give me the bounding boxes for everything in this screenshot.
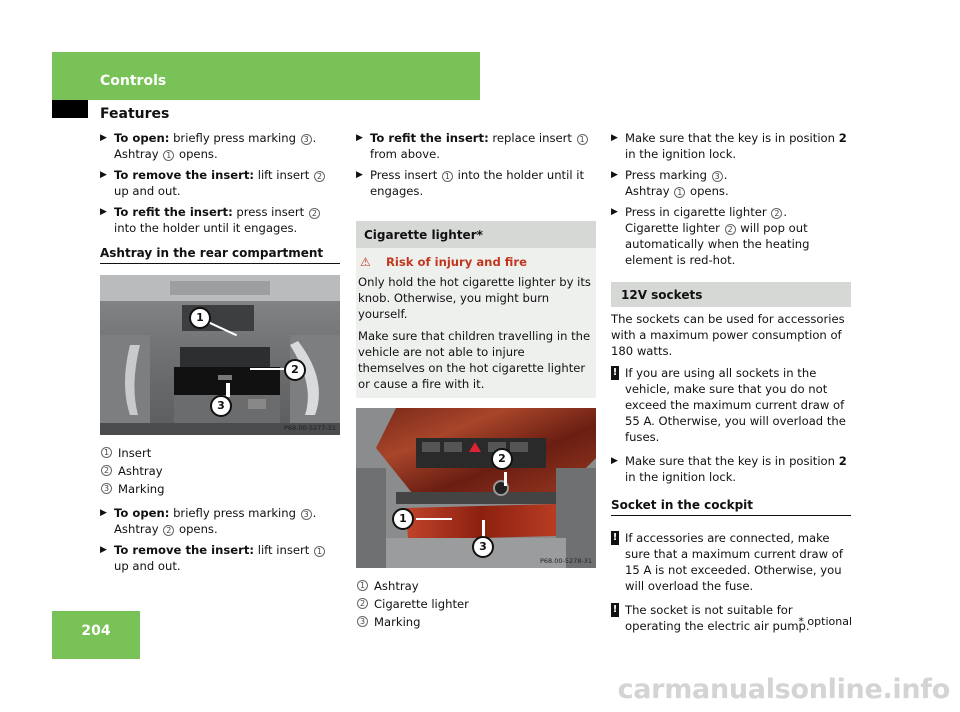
bullet-arrow-icon: ▶	[611, 133, 618, 143]
instruction-refit-rear-insert: ▶ To refit the insert: replace insert 1 from above.	[356, 130, 596, 162]
warning-box	[356, 248, 596, 398]
section-bar-12v-sockets: 12V sockets	[611, 282, 851, 307]
callout-3: 3	[210, 395, 232, 417]
marker-number: 1	[674, 187, 685, 198]
bullet-arrow-icon: ▶	[356, 170, 363, 180]
page-number: 204	[81, 623, 111, 639]
instruction-press-lighter: ▶ Press in cigarette lighter 2 . Cigarette lighter 2 will pop out automatically when the heating element is red-hot.	[611, 205, 810, 267]
instruction-press-insert: ▶ Press insert 1 into the holder until it engages.	[356, 168, 584, 198]
legend-item: 1 Insert	[100, 445, 340, 461]
heading-socket-cockpit: Socket in the cockpit	[611, 497, 851, 516]
marker-number: 1	[163, 150, 174, 161]
photo-code: P68.00-5277-31	[283, 424, 336, 432]
callout-1: 1	[189, 307, 211, 329]
bullet-arrow-icon: ▶	[100, 545, 107, 555]
callout-leader	[416, 518, 452, 520]
bullet-arrow-icon: ▶	[611, 207, 618, 217]
bullet-arrow-icon: ▶	[356, 133, 363, 143]
sockets-description: The sockets can be used for accessories with a maximum power consumption of 180 watts.	[611, 312, 845, 358]
callout-1: 1	[392, 508, 414, 530]
instruction-open-ashtray: ▶ To open: briefly press marking 3 . Ashtray 1 opens.	[100, 131, 317, 161]
bullet-arrow-icon: ▶	[611, 456, 618, 466]
heading-rear-ashtray: Ashtray in the rear compartment	[100, 245, 340, 264]
instruction-refit-insert: ▶ To refit the insert: press insert 2 into the holder until it engages.	[100, 204, 340, 236]
photo-rear-ashtray	[100, 275, 340, 435]
warning-heading: ⚠ Risk of injury and fire	[360, 255, 527, 269]
instruction-key-position-2: ▶ Make sure that the key is in position 2 in the ignition lock.	[611, 454, 847, 484]
legend-item: 1 Ashtray	[356, 578, 596, 594]
optional-note: * optional	[798, 615, 852, 628]
instruction-press-marking: ▶ Press marking 3 . Ashtray 1 opens.	[611, 168, 729, 198]
column-1	[100, 130, 340, 579]
column-3	[611, 130, 851, 642]
warning-triangle-icon: ⚠	[360, 255, 371, 269]
legend-item: 2 Ashtray	[100, 463, 340, 479]
callout-leader	[226, 383, 230, 397]
section-title: Features	[100, 106, 170, 122]
header-black-tab	[52, 100, 88, 118]
marker-number: 2	[163, 525, 174, 536]
exclamation-icon: !	[612, 532, 618, 543]
marker-number: 2	[725, 224, 736, 235]
instruction-key-position: ▶ Make sure that the key is in position 2 in the ignition lock.	[611, 131, 847, 161]
legend-item: 3 Marking	[100, 481, 340, 497]
marker-number: 2	[771, 208, 782, 219]
instruction-remove-insert: ▶ To remove the insert: lift insert 2 up and out.	[100, 167, 340, 199]
photo-cigarette-lighter	[356, 408, 596, 568]
bullet-arrow-icon: ▶	[611, 170, 618, 180]
bullet-arrow-icon: ▶	[100, 508, 107, 518]
watermark: carmanualsonline.info	[617, 674, 950, 705]
chapter-title: Controls	[100, 73, 167, 89]
marker-number: 1	[577, 134, 588, 145]
callout-leader	[504, 472, 507, 486]
note-sockets-current: ! If you are using all sockets in the vehicle, make sure that you do not exceed the maximum current draw of 55 A. Otherwise, you will overload the fuses.	[612, 366, 846, 444]
marker-number: 1	[442, 171, 453, 182]
marker-number: 3	[301, 509, 312, 520]
note-air-pump: ! The socket is not suitable for operating the electric air pump.	[612, 603, 810, 633]
bullet-arrow-icon: ▶	[100, 133, 107, 143]
warning-text: Make sure that children travelling in the vehicle are not able to injure themselves on the hot cigarette lighter or cause a fire with it.	[358, 329, 591, 391]
legend-item: 3 Marking	[356, 614, 596, 630]
marker-number: 3	[712, 171, 723, 182]
instruction-open-rear-ashtray: ▶ To open: briefly press marking 3 . Ashtray 2 opens.	[100, 506, 317, 536]
photo-code: P68.00-5278-31	[539, 557, 592, 565]
marker-number: 2	[309, 208, 320, 219]
section-bar-cigarette-lighter: Cigarette lighter*	[356, 221, 596, 248]
callout-3: 3	[472, 536, 494, 558]
column-2	[356, 130, 596, 632]
exclamation-icon: !	[612, 367, 618, 378]
note-cockpit-current: ! If accessories are connected, make sure that a maximum current draw of 15 A is not exceeded. Otherwise, you will overload the fuse.	[612, 531, 843, 593]
bullet-arrow-icon: ▶	[100, 170, 107, 180]
callout-2: 2	[491, 448, 513, 470]
bullet-arrow-icon: ▶	[100, 207, 107, 217]
exclamation-icon: !	[612, 604, 618, 615]
marker-number: 2	[314, 171, 325, 182]
instruction-remove-rear-insert: ▶ To remove the insert: lift insert 1 up and out.	[100, 542, 340, 574]
marker-number: 1	[314, 546, 325, 557]
warning-text: Only hold the hot cigarette lighter by its knob. Otherwise, you might burn yourself.	[358, 275, 591, 321]
callout-2: 2	[284, 359, 306, 381]
marker-number: 3	[301, 134, 312, 145]
legend-item: 2 Cigarette lighter	[356, 596, 596, 612]
